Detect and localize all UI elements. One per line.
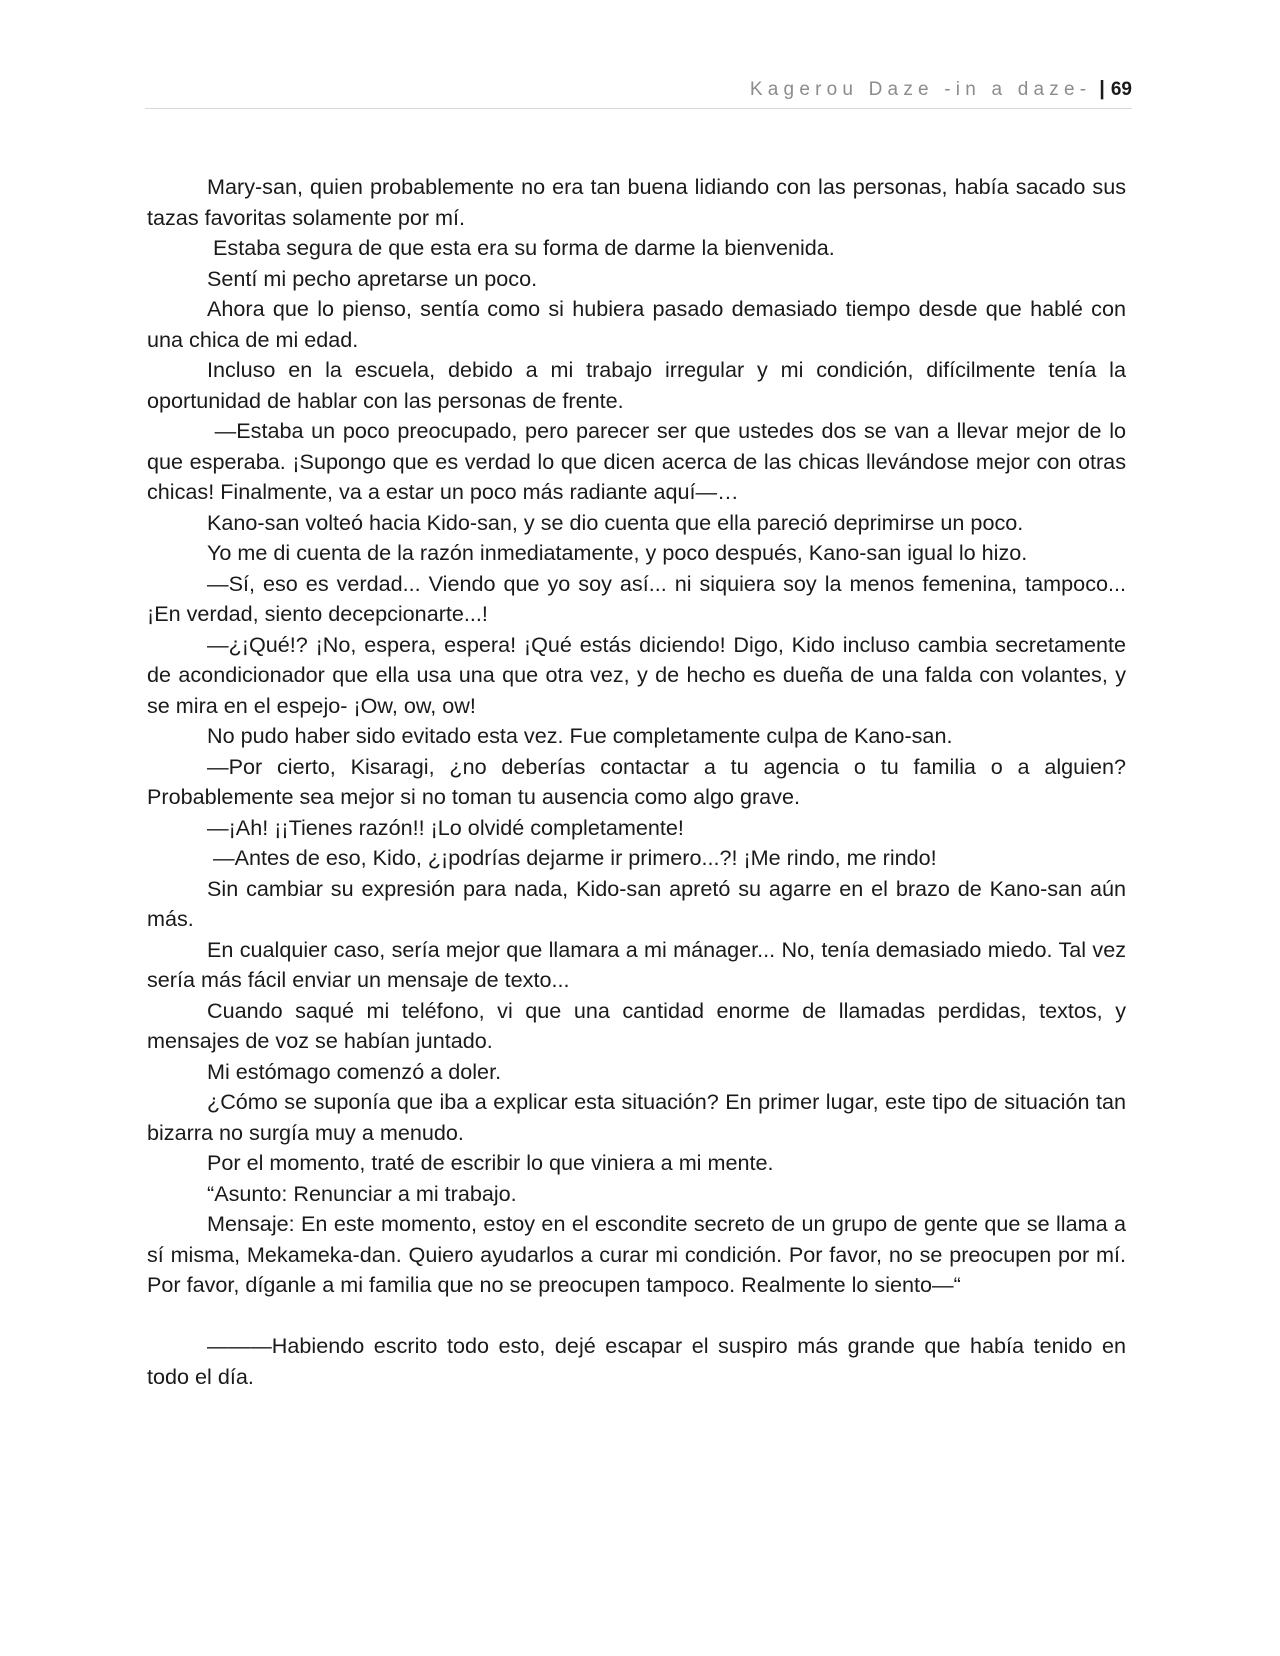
- paragraph: —Antes de eso, Kido, ¿¡podrías dejarme ir primero...?! ¡Me rindo, me rindo!: [207, 845, 937, 870]
- paragraph: Por el momento, traté de escribir lo que viniera a mi mente.: [207, 1150, 774, 1175]
- paragraph: Mensaje: En este momento, estoy en el escondite secreto de un grupo de gente que se llama a sí misma, Mekameka-dan. Quiero ayudarlos a curar mi condición. Por favor, no se preocupen por mí. Por favor, díganle a mi familia que no se preocupen tampoco. Realmente lo siento—“: [147, 1211, 1126, 1297]
- paragraph: Sentí mi pecho apretarse un poco.: [207, 265, 538, 291]
- paragraph: Kano-san volteó hacia Kido-san, y se dio cuenta que ella pareció deprimirse un poco.: [207, 509, 1024, 535]
- paragraph: ¿Cómo se suponía que iba a explicar esta situación? En primer lugar, este tipo de situación tan bizarra no surgía muy a menudo.: [147, 1089, 1126, 1145]
- paragraph: Yo me di cuenta de la razón inmediatamente, y poco después, Kano-san igual lo hizo.: [207, 540, 1028, 565]
- paragraph: —Sí, eso es verdad... Viendo que yo soy así... ni siquiera soy la menos femenina, tampoco... ¡En verdad, siento decepcionarte...!: [147, 570, 1126, 626]
- paragraph: —¿¡Qué!? ¡No, espera, espera! ¡Qué estás diciendo! Digo, Kido incluso cambia secretamente de acondicionador que ella usa una que otra vez, y de hecho es dueña de una falda con volantes, y se mira en el espejo- ¡Ow, ow, ow!: [147, 631, 1126, 718]
- page-header: [145, 74, 1132, 109]
- book-title: Kagerou Daze -in a daze-: [749, 79, 1092, 100]
- paragraph: Mi estómago comenzó a doler.: [207, 1058, 502, 1084]
- paragraph: Mary-san, quien probablemente no era tan buena lidiando con las personas, había sacado sus tazas favoritas solamente por mí.: [147, 174, 1126, 230]
- paragraph: Sin cambiar su expresión para nada, Kido-san apretó su agarre en el brazo de Kano-san aún más.: [147, 875, 1126, 931]
- paragraph: Estaba segura de que esta era su forma de darme la bienvenida.: [207, 235, 835, 260]
- header-separator: |: [1099, 78, 1105, 100]
- paragraph: No pudo haber sido evitado esta vez. Fue completamente culpa de Kano-san.: [207, 723, 953, 748]
- header-content: [750, 78, 1132, 101]
- paragraph: “Asunto: Renunciar a mi trabajo.: [207, 1180, 517, 1206]
- page-number: 69: [1110, 79, 1132, 100]
- paragraph: En cualquier caso, sería mejor que llamara a mi mánager... No, tenía demasiado miedo. Tal vez sería más fácil enviar un mensaje de texto...: [147, 936, 1126, 992]
- paragraph: Ahora que lo pienso, sentía como si hubiera pasado demasiado tiempo desde que hablé con una chica de mi edad.: [147, 296, 1126, 352]
- paragraph: Incluso en la escuela, debido a mi trabajo irregular y mi condición, difícilmente tenía la oportunidad de hablar con las personas de frente.: [147, 357, 1126, 413]
- paragraph: —Estaba un poco preocupado, pero parecer ser que ustedes dos se van a llevar mejor de lo que esperaba. ¡Supongo que es verdad lo que dicen acerca de las chicas llevándose mejor con otras chicas! Finalmente, va a estar un poco más radiante aquí—…: [147, 418, 1132, 504]
- paragraph: ———Habiendo escrito todo esto, dejé escapar el suspiro más grande que había tenido en todo el día.: [147, 1333, 1126, 1389]
- page-body: [147, 172, 1132, 1392]
- paragraph: —¡Ah! ¡¡Tienes razón!! ¡Lo olvidé completamente!: [207, 814, 684, 840]
- paragraph: —Por cierto, Kisaragi, ¿no deberías contactar a tu agencia o tu familia o a alguien? Probablemente sea mejor si no toman tu ausencia como algo grave.: [147, 753, 1126, 809]
- paragraph: Cuando saqué mi teléfono, vi que una cantidad enorme de llamadas perdidas, textos, y mensajes de voz se habían juntado.: [147, 997, 1126, 1053]
